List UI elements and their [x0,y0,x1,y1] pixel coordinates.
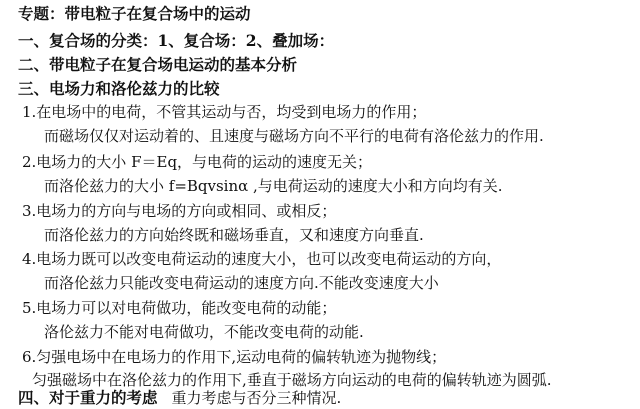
section-4-row [18,388,341,408]
item-5-line-2: 洛伦兹力不能对电荷做功，不能改变电荷的动能. [44,323,364,341]
section-3-heading: 三、电场力和洛伦兹力的比较 [18,79,220,98]
item-3-line-1: 3.电场力的方向与电场的方向或相同、或相反； [22,202,337,220]
section-4-text: 重力考虑与否分三种情况. [171,389,342,407]
item-6-line-1: 6.匀强电场中在电场力的作用下,运动电荷的偏转轨迹为抛物线； [22,348,447,366]
item-1-line-1: 1.在电场中的电荷，不管其运动与否，均受到电场力的作用； [22,103,427,121]
document-title: 专题：带电粒子在复合场中的运动 [18,4,251,23]
section-2-heading: 二、带电粒子在复合场电运动的基本分析 [18,55,298,74]
section-1-heading: 一、复合场的分类：1、复合场：2、叠加场： [18,31,335,50]
item-3-line-2: 而洛伦兹力的方向始终既和磁场垂直，又和速度方向垂直. [44,226,424,244]
item-6-line-2: 匀强磁场中在洛伦兹力的作用下,垂直于磁场方向运动的电荷的偏转轨迹为圆弧. [32,371,552,389]
item-4-line-2: 而洛伦兹力只能改变电荷运动的速度方向.不能改变速度大小 [44,274,439,292]
item-2-line-1: 2.电场力的大小 F＝Eq，与电荷的运动的速度无关； [22,153,373,171]
item-4-line-1: 4.电场力既可以改变电荷运动的速度大小，也可以改变电荷运动的方向， [22,250,502,268]
item-5-line-1: 5.电场力可以对电荷做功，能改变电荷的动能； [22,299,337,317]
item-2-line-2: 而洛伦兹力的大小 f=Bqvsinα ,与电荷运动的速度大小和方向均有关. [44,177,503,195]
section-4-heading: 四、对于重力的考虑 [18,388,158,407]
item-1-line-2: 而磁场仅仅对运动着的、且速度与磁场方向不平行的电荷有洛伦兹力的作用. [44,127,544,145]
